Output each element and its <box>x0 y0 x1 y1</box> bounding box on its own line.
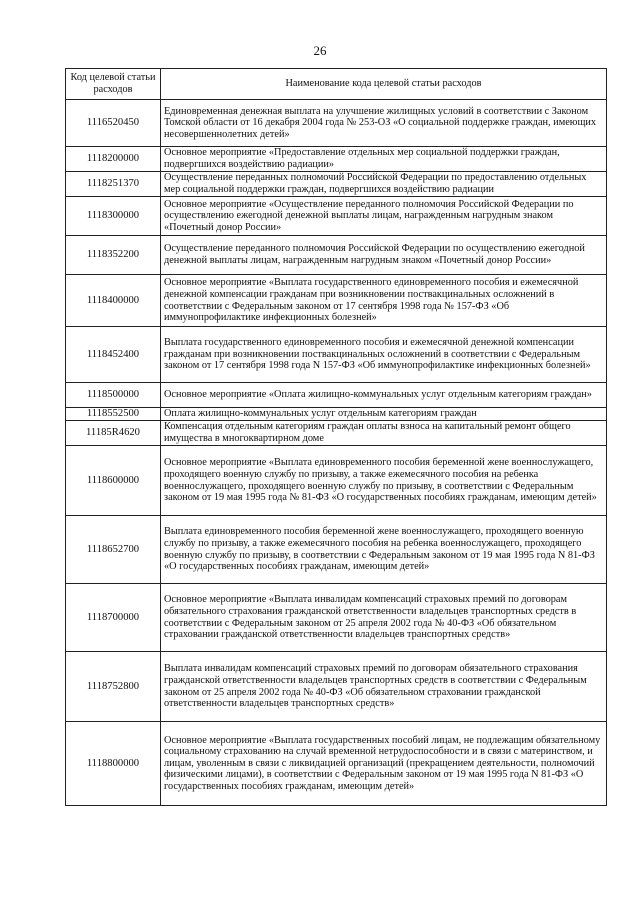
table-row <box>66 584 607 652</box>
table-row <box>66 147 607 172</box>
table-row <box>66 652 607 722</box>
row-code: 1118452400 <box>66 327 161 383</box>
row-code: 1118200000 <box>66 147 161 172</box>
row-name: Основное мероприятие «Выплата государственного единовременного пособия и ежемесячной денежной компенсации гражданам при возникновении поствакцинальных осложнений в соответствии с Федеральным законом от 17 сентября 1998 года № 157-ФЗ «Об иммунопрофилактике инфекционных болезней» <box>161 275 607 327</box>
row-code: 11185R4620 <box>66 421 161 446</box>
table-header-row <box>66 69 607 100</box>
row-name: Выплата инвалидам компенсаций страховых премий по договорам обязательного страхования гражданской ответственности владельцев транспортных средств в соответствии с Федеральным законом от 25 апреля 2002 года № 40-ФЗ «Об обязательном страховании гражданской ответственности владельцев транспортных средств» <box>161 652 607 722</box>
row-code: 1118652700 <box>66 516 161 584</box>
table-row <box>66 383 607 408</box>
row-name: Компенсация отдельным категориям граждан оплаты взноса на капитальный ремонт общего имущества в многоквартирном доме <box>161 421 607 446</box>
row-name: Основное мероприятие «Осуществление переданного полномочия Российской Федерации по осуществлению ежегодной денежной выплаты лицам, награжденным нагрудным знаком «Почетный донор России» <box>161 197 607 236</box>
page-number: 26 <box>313 43 327 58</box>
row-code: 1118300000 <box>66 197 161 236</box>
row-name: Единовременная денежная выплата на улучшение жилищных условий в соответствии с Законом Томской области от 16 декабря 2004 года № 253-ОЗ «О социальной поддержке граждан, имеющих несовершеннолетних детей» <box>161 100 607 147</box>
row-code: 1118600000 <box>66 446 161 516</box>
table-row <box>66 172 607 197</box>
row-code: 1116520450 <box>66 100 161 147</box>
row-code: 1118552500 <box>66 408 161 421</box>
row-name: Осуществление переданных полномочий Российской Федерации по предоставлению отдельных мер социальной поддержки граждан, подвергшихся воздействию радиации <box>161 172 607 197</box>
row-code: 1118700000 <box>66 584 161 652</box>
table-row <box>66 446 607 516</box>
row-name: Выплата государственного единовременного пособия и ежемесячной денежной компенсации гражданам при возникновении поствакцинальных осложнений в соответствии с Федеральным законом от 17 сентября 1998 года N 157-ФЗ «Об иммунопрофилактике инфекционных болезней» <box>161 327 607 383</box>
header-code: Код целевой статьи расходов <box>66 69 161 100</box>
table-row <box>66 100 607 147</box>
row-code: 1118251370 <box>66 172 161 197</box>
row-code: 1118352200 <box>66 236 161 275</box>
table-row <box>66 722 607 806</box>
row-code: 1118400000 <box>66 275 161 327</box>
header-name: Наименование кода целевой статьи расходов <box>161 69 607 100</box>
row-name: Основное мероприятие «Предоставление отдельных мер социальной поддержки граждан, подвергшихся воздействию радиации» <box>161 147 607 172</box>
table-row <box>66 516 607 584</box>
row-name: Основное мероприятие «Выплата единовременного пособия беременной жене военнослужащего, проходящего военную службу по призыву, а также ежемесячного пособия на ребенка военнослужащего, проходящего военную службу по призыву, в соответствии с Федеральным законом от 19 мая 1995 года № 81-ФЗ «О государственных пособиях гражданам, имеющим детей» <box>161 446 607 516</box>
target-expense-codes-table <box>65 68 607 806</box>
row-name: Выплата единовременного пособия беременной жене военнослужащего, проходящего военную службу по призыву, а также ежемесячного пособия на ребенка военнослужащего, проходящего военную службу по призыву, в соответствии с Федеральным законом от 19 мая 1995 года N 81-ФЗ «О государственных пособиях гражданам, имеющим детей» <box>161 516 607 584</box>
row-name: Осуществление переданного полномочия Российской Федерации по осуществлению ежегодной денежной выплаты лицам, награжденным нагрудным знаком «Почетный донор России» <box>161 236 607 275</box>
row-code: 1118800000 <box>66 722 161 806</box>
row-name: Основное мероприятие «Выплата инвалидам компенсаций страховых премий по договорам обязательного страхования гражданской ответственности владельцев транспортных средств в соответствии с Федеральным законом от 25 апреля 2002 года № 40-ФЗ «Об обязательном страховании гражданской ответственности владельцев транспортных средств» <box>161 584 607 652</box>
table-row <box>66 236 607 275</box>
row-code: 1118752800 <box>66 652 161 722</box>
table-row <box>66 197 607 236</box>
row-name: Оплата жилищно-коммунальных услуг отдельным категориям граждан <box>161 408 607 421</box>
row-name: Основное мероприятие «Выплата государственных пособий лицам, не подлежащим обязательному социальному страхованию на случай временной нетрудоспособности и в связи с материнством, и лицам, уволенным в связи с ликвидацией организаций (прекращением деятельности, полномочий физическими лицами), в соответствии с Федеральным законом от 19 мая 1995 года N 81-ФЗ «О государственных пособиях гражданам, имеющим детей» <box>161 722 607 806</box>
row-name: Основное мероприятие «Оплата жилищно-коммунальных услуг отдельным категориям граждан» <box>161 383 607 408</box>
table-row <box>66 408 607 421</box>
table-row <box>66 421 607 446</box>
row-code: 1118500000 <box>66 383 161 408</box>
table-row <box>66 275 607 327</box>
table-row <box>66 327 607 383</box>
